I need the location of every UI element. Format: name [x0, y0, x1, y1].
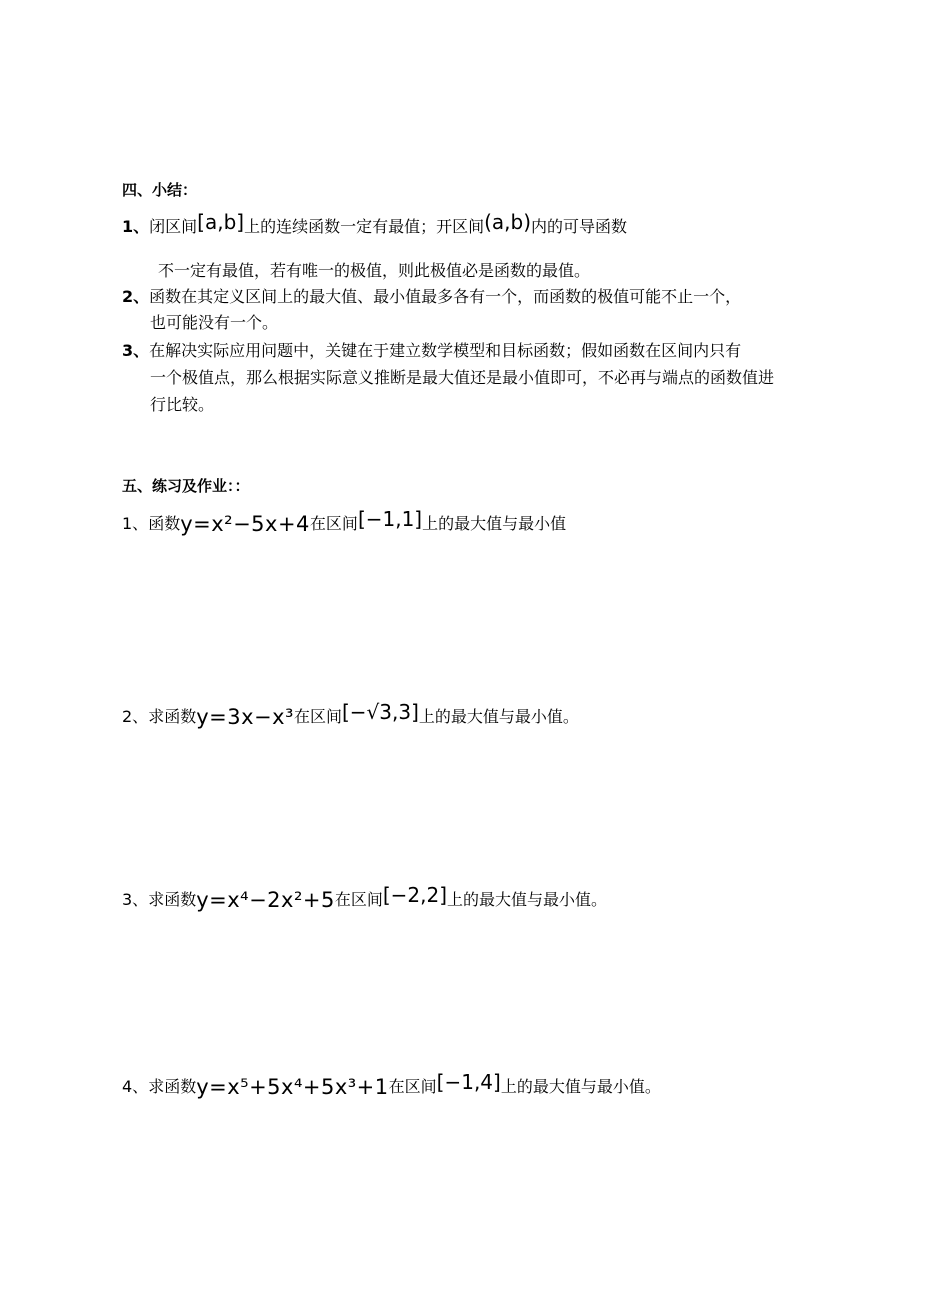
exercise-number: 1、: [122, 514, 149, 533]
exercise-text: 上的最大值与最小值。: [500, 1077, 661, 1096]
function-formula: y=x⁴−2x²+5: [196, 888, 335, 912]
interval: [−1,4]: [436, 1070, 501, 1094]
item-number: 2、: [122, 287, 150, 306]
exercise-text: 求函数: [148, 890, 197, 909]
summary-item-3-line-2: 一个极值点，那么根据实际意义推断是最大值还是最小值即可，不必再与端点的函数值进: [150, 368, 775, 387]
exercise-3: [122, 885, 607, 910]
exercises-heading: 五、练习及作业：：: [122, 477, 250, 495]
function-formula: y=x⁵+5x⁴+5x³+1: [196, 1075, 389, 1099]
function-formula: y=3x−x³: [196, 705, 294, 729]
item-text: 内的可导函数: [531, 217, 628, 236]
exercise-text: 在区间: [309, 514, 358, 533]
exercise-text: 上的最大值与最小值。: [447, 890, 608, 909]
exercise-number: 2、: [122, 707, 149, 726]
exercise-number: 3、: [122, 890, 149, 909]
summary-item-2-line-2: 也可能没有一个。: [150, 313, 279, 332]
exercise-2: [122, 702, 579, 727]
exercise-text: 在区间: [334, 890, 383, 909]
item-number: 3、: [122, 341, 150, 360]
exercise-text: 函数: [148, 514, 181, 533]
interval: [−√3,3]: [341, 700, 419, 724]
summary-item-3-line-3: 行比较。: [150, 395, 215, 414]
item-text: 在解决实际应用问题中，关键在于建立数学模型和目标函数；假如函数在区间内只有: [149, 341, 742, 360]
exercise-text: 上的最大值与最小值: [422, 514, 567, 533]
exercise-1: [122, 509, 566, 534]
exercise-text: 求函数: [148, 707, 197, 726]
open-interval: (a,b): [484, 210, 532, 234]
item-text: 上的连续函数一定有最值；开区间: [244, 217, 485, 236]
exercise-text: 上的最大值与最小值。: [418, 707, 579, 726]
summary-item-2: [122, 287, 741, 307]
item-text: 闭区间: [149, 217, 198, 236]
item-text: 函数在其定义区间上的最大值、最小值最多各有一个，而函数的极值可能不止一个，: [149, 287, 742, 306]
summary-heading: 四、小结：: [122, 181, 198, 199]
exercise-text: 求函数: [148, 1077, 197, 1096]
closed-interval: [a,b]: [197, 210, 245, 234]
exercise-text: 在区间: [293, 707, 342, 726]
exercise-4: [122, 1072, 661, 1097]
interval: [−2,2]: [382, 883, 448, 907]
interval: [−1,1]: [357, 507, 423, 531]
summary-item-1-continuation: 不一定有最值，若有唯一的极值，则此极值必是函数的最值。: [158, 261, 591, 280]
summary-item-3: [122, 341, 741, 361]
exercise-number: 4、: [122, 1077, 149, 1096]
exercise-text: 在区间: [388, 1077, 437, 1096]
summary-item-1: [122, 212, 627, 237]
function-formula: y=x²−5x+4: [180, 512, 310, 536]
item-number: 1、: [122, 217, 150, 236]
